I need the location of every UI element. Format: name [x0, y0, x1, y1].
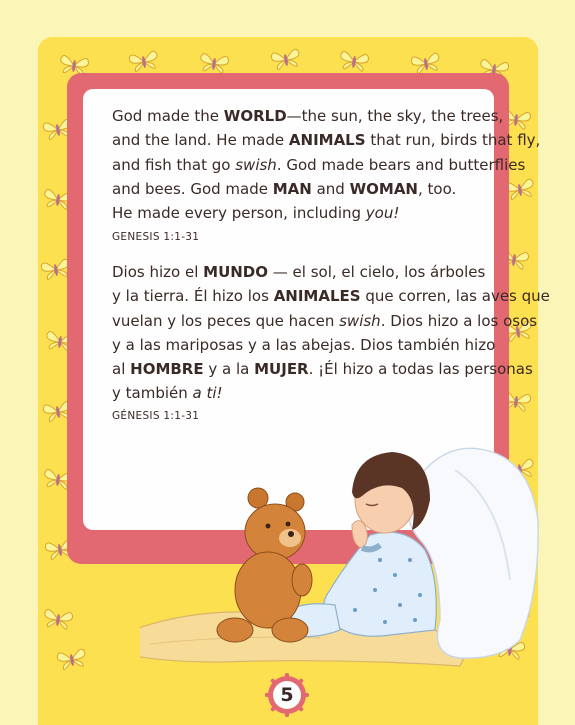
spanish-line-1: Dios hizo el MUNDO — el sol, el cielo, los árboles [112, 263, 486, 281]
spanish-line-3: vuelan y los peces que hacen swish. Dios hizo a los osos [112, 311, 538, 330]
english-line-4: and bees. God made MAN and WOMAN, too. [112, 179, 457, 198]
butterfly-icon [40, 605, 75, 635]
spanish-line-2: y la tierra. Él hizo los ANIMALES que corren, las aves que [112, 287, 550, 306]
spanish-line-6: y también a ti! [112, 384, 223, 403]
spanish-line-4: y a las mariposas y a las abejas. Dios también hizo [112, 335, 496, 354]
english-paragraph [112, 104, 540, 225]
teddy-bear [217, 488, 312, 642]
english-line-5: He made every person, including you! [112, 204, 400, 223]
page-number: 5 [280, 684, 294, 706]
spanish-line-5: al HOMBRE y a la MUJER. ¡Él hizo a todas las personas [112, 360, 533, 379]
english-line-1: God made the WORLD—the sun, the sky, the trees, [112, 107, 504, 125]
spanish-paragraph [112, 260, 550, 406]
butterfly-icon [268, 44, 304, 75]
english-reference: GENESIS 1:1-31 [112, 231, 200, 243]
english-line-3: and fish that go swish. God made bears and butterflies [112, 155, 526, 174]
spanish-reference: GÉNESIS 1:1-31 [112, 410, 200, 422]
english-line-2: and the land. He made ANIMALS that run, birds that fly, [112, 131, 541, 150]
praying-child-illustration [140, 430, 540, 670]
butterfly-icon [54, 644, 90, 675]
